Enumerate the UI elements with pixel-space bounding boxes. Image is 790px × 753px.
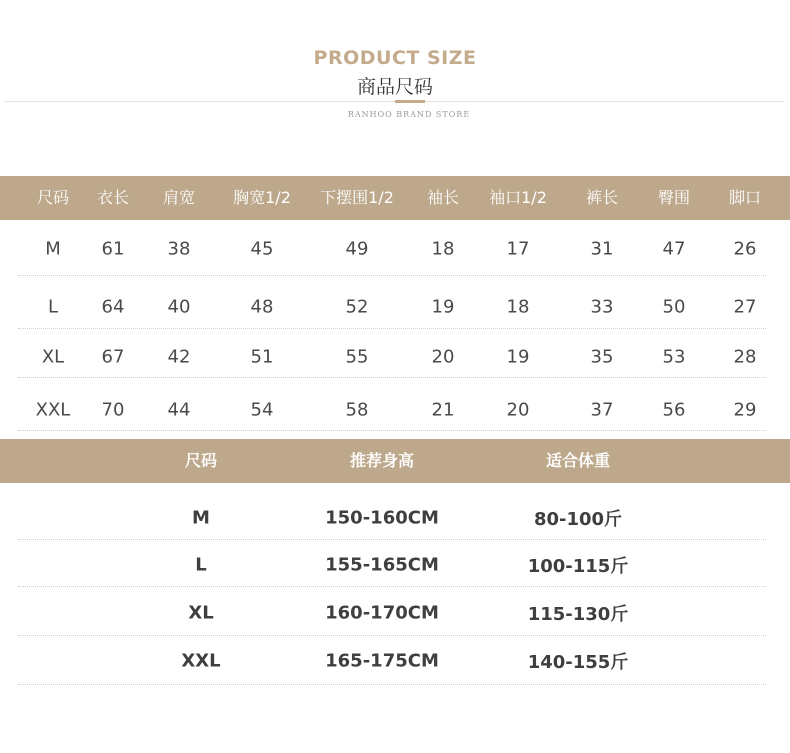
table-cell: 58 [345, 399, 369, 421]
title-chinese: 商品尺码 [356, 76, 433, 98]
fit_table-header-band [0, 439, 790, 483]
table-cell: 56 [662, 399, 686, 421]
page-header [0, 0, 790, 140]
table-cell: 55 [345, 346, 369, 368]
table-cell: 155-165CM [325, 554, 439, 576]
table-cell: 53 [662, 346, 686, 368]
row-divider [18, 684, 766, 685]
table-cell: 20 [431, 346, 455, 368]
column-header: 尺码 [36, 188, 70, 207]
row-divider [18, 328, 766, 329]
table-cell: 42 [167, 346, 191, 368]
column-header: 肩宽 [162, 188, 196, 207]
table-cell: L [195, 554, 207, 576]
table-cell: XL [188, 602, 214, 624]
table-cell: 17 [506, 238, 530, 260]
table-cell: 21 [431, 399, 455, 421]
column-header: 袖长 [426, 188, 460, 207]
table-cell: 18 [431, 238, 455, 260]
row-divider [18, 586, 766, 587]
table-cell: 29 [733, 399, 757, 421]
table-cell: 18 [506, 296, 530, 318]
table-cell: 19 [431, 296, 455, 318]
table-cell: M [45, 238, 61, 260]
column-header: 袖口1/2 [489, 188, 547, 207]
table-cell: 165-175CM [325, 650, 439, 672]
table-cell: 31 [590, 238, 614, 260]
table-cell: L [47, 296, 59, 318]
table-cell: 67 [101, 346, 125, 368]
table-cell: 140-155斤 [527, 652, 629, 673]
table-cell: 50 [662, 296, 686, 318]
column-header: 尺码 [184, 451, 218, 470]
table-cell: 150-160CM [325, 507, 439, 529]
row-divider [18, 635, 766, 636]
table-cell: 40 [167, 296, 191, 318]
table-cell: 44 [167, 399, 191, 421]
table-cell: M [192, 507, 210, 529]
table-cell: 47 [662, 238, 686, 260]
table-cell: 51 [250, 346, 274, 368]
table-cell: XXL [181, 650, 221, 672]
column-header: 下摆围1/2 [320, 188, 394, 207]
table-cell: XXL [35, 399, 71, 421]
row-divider [18, 275, 766, 276]
table-cell: 26 [733, 238, 757, 260]
store-name: RANHOO BRAND STORE [347, 110, 471, 119]
row-divider [18, 430, 766, 431]
table-cell: 45 [250, 238, 274, 260]
table-cell: 27 [733, 296, 757, 318]
table-cell: 20 [506, 399, 530, 421]
table-cell: 52 [345, 296, 369, 318]
row-divider [18, 539, 766, 540]
table-cell: 37 [590, 399, 614, 421]
column-header: 裤长 [585, 188, 619, 207]
column-header: 适合体重 [545, 451, 611, 470]
table-cell: 35 [590, 346, 614, 368]
table-cell: 54 [250, 399, 274, 421]
table-cell: XL [41, 346, 65, 368]
column-header: 衣长 [96, 188, 130, 207]
table-cell: 48 [250, 296, 274, 318]
table-cell: 70 [101, 399, 125, 421]
table-cell: 38 [167, 238, 191, 260]
table-cell: 28 [733, 346, 757, 368]
table-cell: 115-130斤 [527, 604, 629, 625]
table-cell: 160-170CM [325, 602, 439, 624]
column-header: 臀围 [657, 188, 691, 207]
table-cell: 61 [101, 238, 125, 260]
header-divider [4, 101, 784, 102]
table-cell: 100-115斤 [527, 556, 629, 577]
table-cell: 49 [345, 238, 369, 260]
column-header: 推荐身高 [349, 451, 415, 470]
table-cell: 19 [506, 346, 530, 368]
header-accent-bar [395, 100, 425, 103]
row-divider [18, 377, 766, 378]
column-header: 胸宽1/2 [233, 188, 291, 207]
title-english: PRODUCT SIZE [313, 47, 477, 69]
size_table-header-band [0, 176, 790, 220]
table-cell: 80-100斤 [533, 509, 623, 530]
table-cell: 33 [590, 296, 614, 318]
table-cell: 64 [101, 296, 125, 318]
column-header: 脚口 [728, 188, 762, 207]
